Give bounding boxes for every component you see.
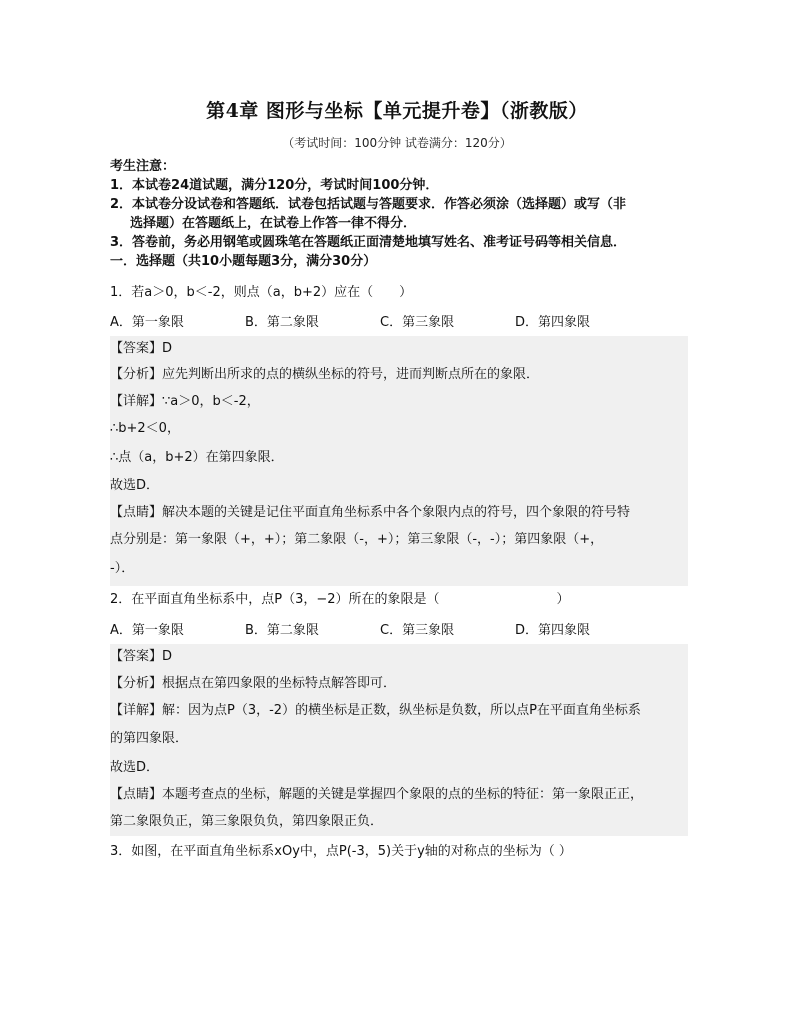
question-1-detail: 故选D．	[110, 478, 160, 493]
question-2-comment: 第二象限负正，第三象限负负，第四象限正负．	[110, 814, 384, 829]
question-1-comment: 点分别是：第一象限（+，+）；第二象限（-，+）；第三象限（-，-）；第四象限（+，	[110, 532, 604, 547]
question-2-detail: 故选D．	[110, 760, 160, 775]
question-1-option-a: A．第一象限	[110, 315, 184, 330]
question-2-stem: 2．在平面直角坐标系中，点P（3，−2）所在的象限是（ ）	[110, 592, 570, 607]
question-1-answer: 【答案】D	[110, 341, 173, 356]
question-3-stem: 3．如图，在平面直角坐标系xOy中，点P(-3，5)关于y轴的对称点的坐标为（ ）	[110, 844, 572, 859]
question-2-detail: 的第四象限．	[110, 731, 189, 746]
notice-item: 3．答卷前，务必用钢笔或圆珠笔在答题纸正面清楚地填写姓名、准考证号码等相关信息．	[110, 235, 627, 250]
question-1-analysis: 【分析】应先判断出所求的点的横纵坐标的符号，进而判断点所在的象限．	[110, 367, 540, 382]
question-1-detail: ∴点（a，b+2）在第四象限．	[110, 450, 284, 465]
question-2-option-b: B．第二象限	[245, 623, 319, 638]
notice-item: 2．本试卷分设试卷和答题纸．试卷包括试题与答题要求．作答必须涂（选择题）或写（非	[110, 197, 627, 212]
question-1-option-d: D．第四象限	[515, 315, 591, 330]
question-2-option-a: A．第一象限	[110, 623, 184, 638]
notice-item: 1．本试卷24道试题，满分120分，考试时间100分钟．	[110, 178, 439, 193]
question-1-option-b: B．第二象限	[245, 315, 319, 330]
question-1-comment: 【点睛】解决本题的关键是记住平面直角坐标系中各个象限内点的符号，四个象限的符号特	[110, 505, 631, 520]
page-title: 第4章 图形与坐标【单元提升卷】（浙教版）	[206, 100, 588, 122]
question-2-analysis: 【分析】根据点在第四象限的坐标特点解答即可．	[110, 676, 397, 691]
question-2-solution-block	[110, 644, 688, 836]
section-heading: 一．选择题（共10小题每题3分，满分30分）	[110, 254, 377, 269]
notice-heading: 考生注意：	[110, 159, 176, 174]
question-1-detail: 【详解】∵a＞0，b＜-2，	[110, 394, 260, 409]
question-2-option-c: C．第三象限	[380, 623, 455, 638]
question-1-detail: ∴b+2＜0，	[110, 421, 180, 436]
question-2-option-d: D．第四象限	[515, 623, 591, 638]
question-2-detail: 【详解】解：因为点P（3，-2）的横坐标是正数，纵坐标是负数，所以点P在平面直角坐标系	[110, 703, 641, 718]
notice-item: 选择题）在答题纸上，在试卷上作答一律不得分．	[130, 216, 417, 231]
page-subtitle: （考试时间：100分钟 试卷满分：120分）	[282, 136, 512, 150]
question-1-option-c: C．第三象限	[380, 315, 455, 330]
question-2-answer: 【答案】D	[110, 649, 173, 664]
question-1-comment: -）．	[110, 561, 135, 576]
question-2-comment: 【点睛】本题考查点的坐标，解题的关键是掌握四个象限的点的坐标的特征：第一象限正正，	[110, 787, 644, 802]
question-1-stem: 1．若a＞0，b＜-2，则点（a，b+2）应在（ ）	[110, 285, 413, 300]
